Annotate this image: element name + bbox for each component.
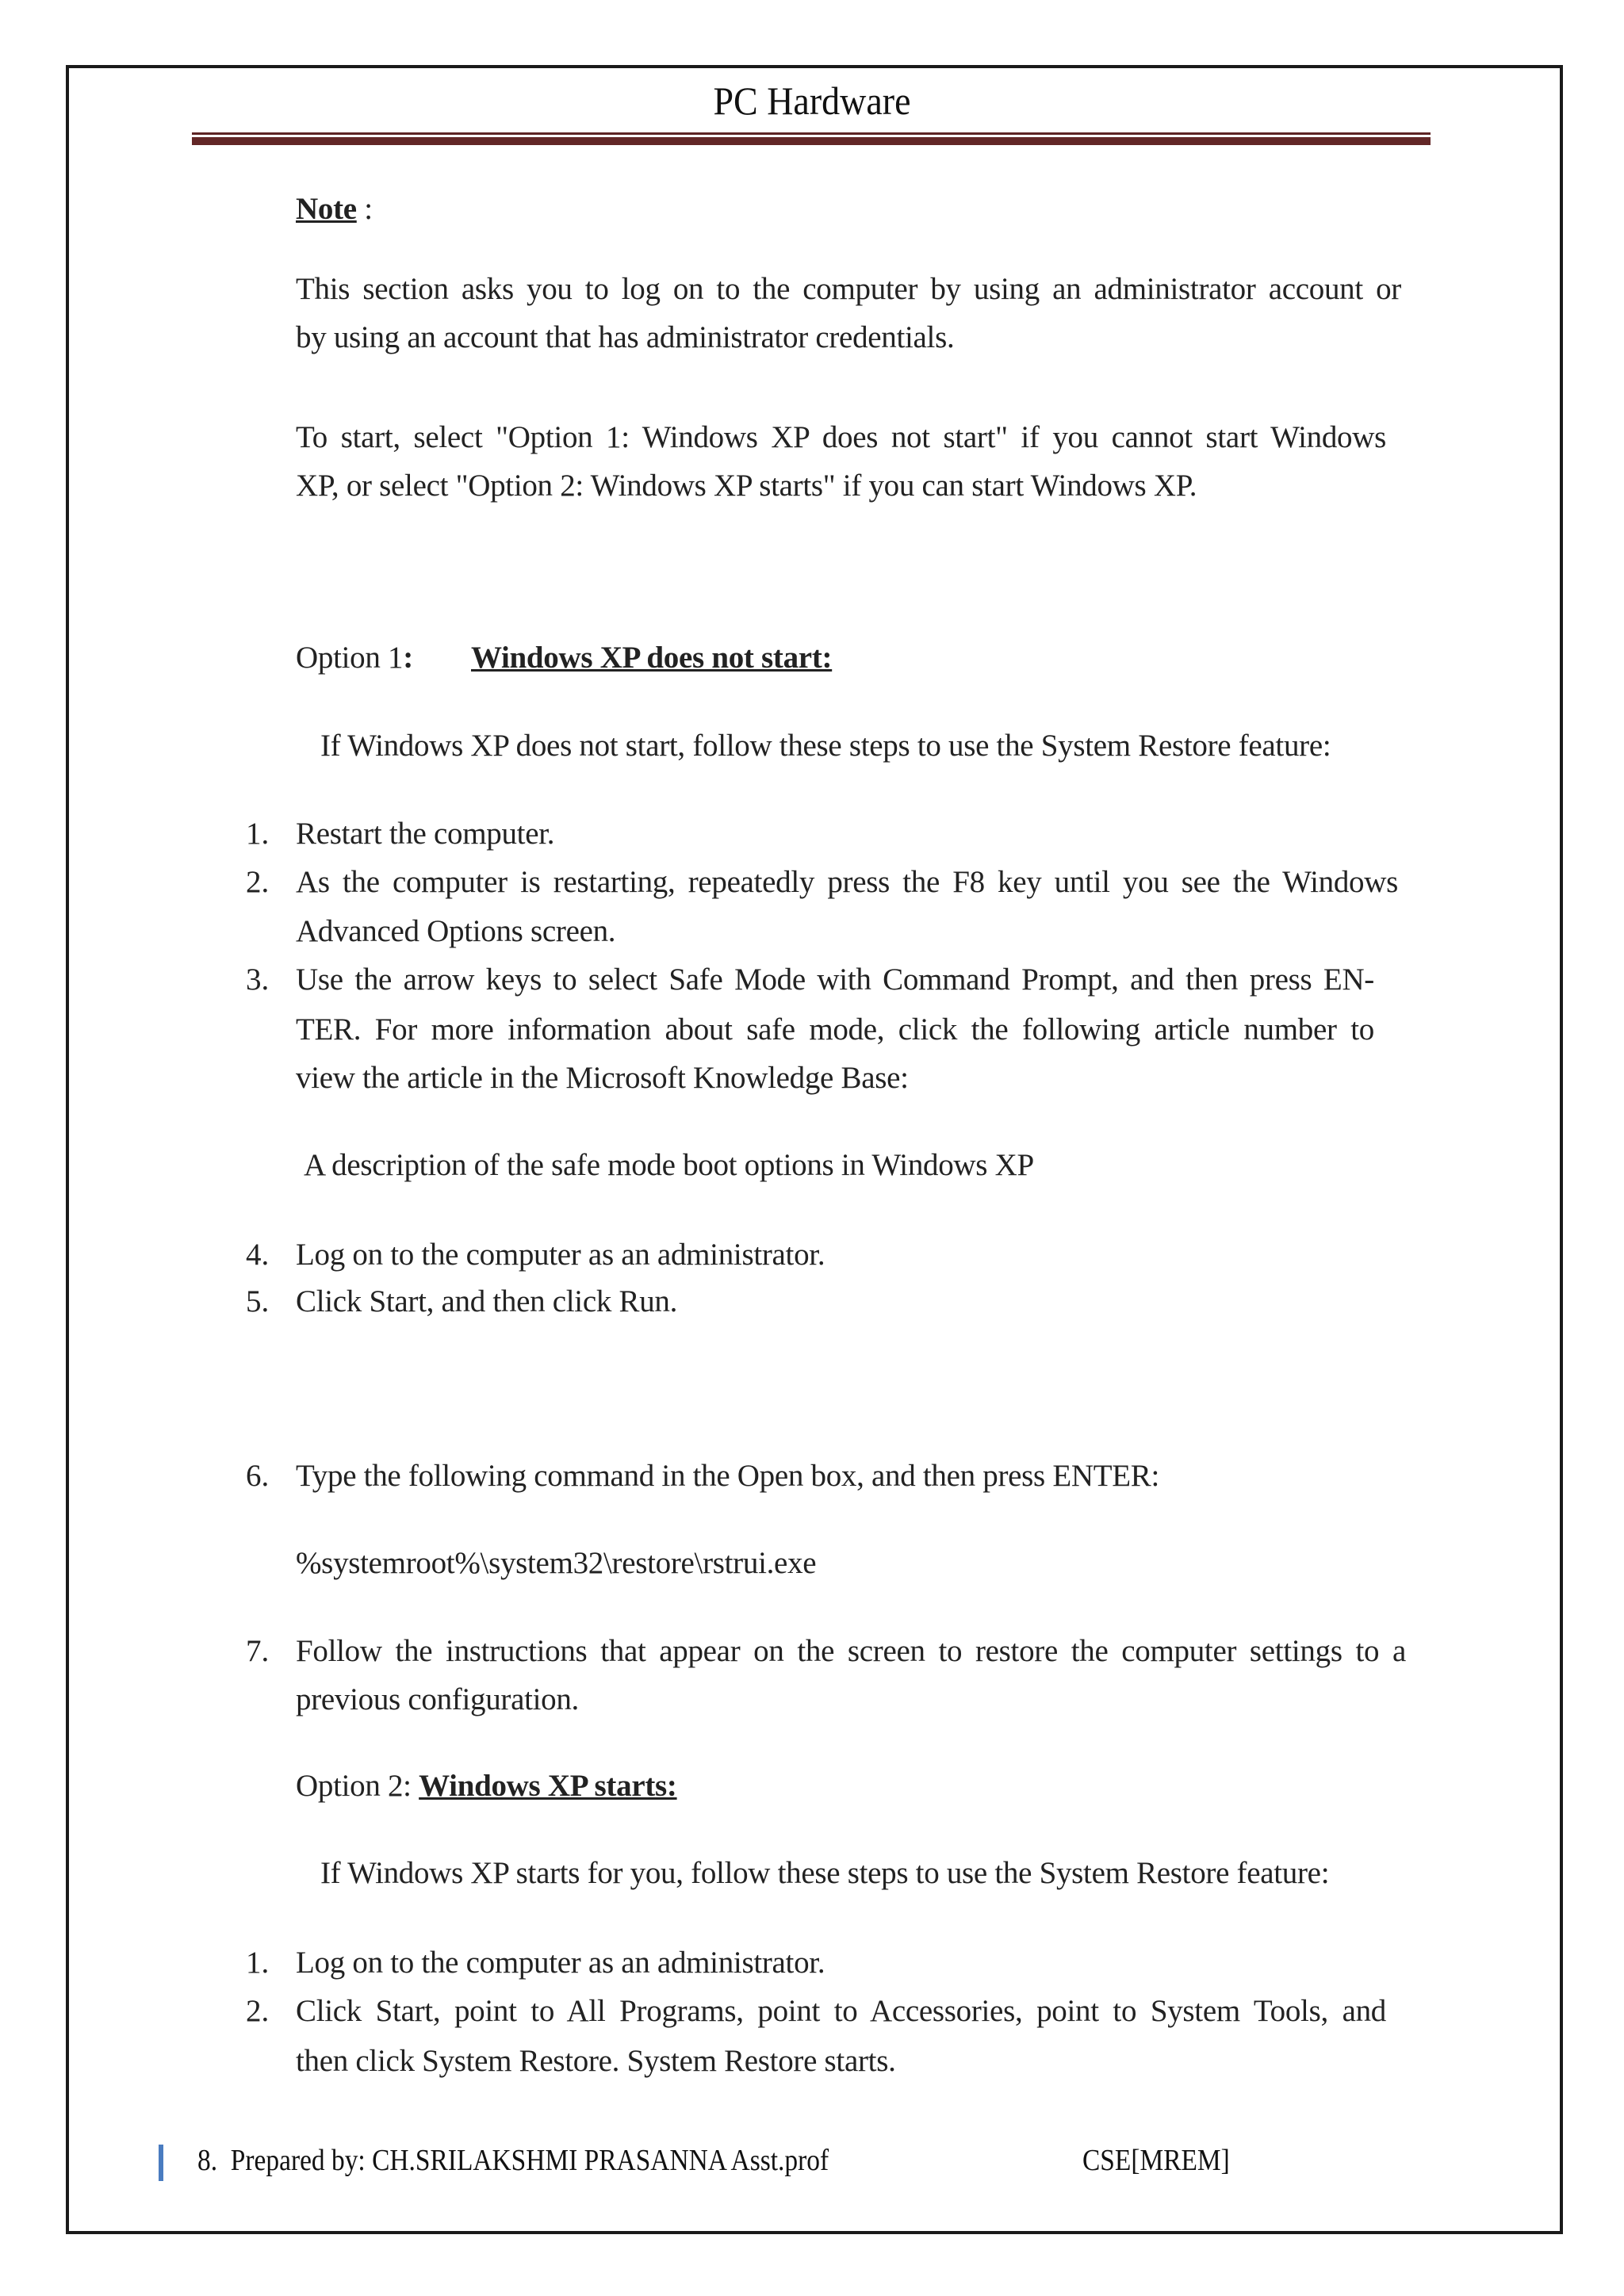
start-line: To start, select "Option 1: Windows XP does not start" if you cannot start Windows [296,420,1386,454]
option1-colon: : [403,641,413,675]
step-text: view the article in the Microsoft Knowledge Base: [296,1061,909,1095]
option2-heading: Windows XP starts: [419,1769,677,1803]
option2-label-text: Option 2: [296,1769,419,1803]
step-text: Follow the instructions that appear on the screen to restore the computer settings to a [296,1634,1406,1668]
kb-article-link[interactable]: A description of the safe mode boot options in Windows XP [304,1148,1034,1182]
step-text: Use the arrow keys to select Safe Mode with Command Prompt, and then press EN- [296,962,1374,997]
option1-label-text: Option 1 [296,641,404,675]
step-number: 1. [246,1946,270,1980]
note-label: Note [296,192,357,226]
step-number: 6. [246,1459,270,1493]
step-text: TER. For more information about safe mode, click the following article number to [296,1012,1374,1047]
step-text: Log on to the computer as an administrator. [296,1946,825,1980]
step-number: 7. [246,1634,270,1668]
option2-intro: If Windows XP starts for you, follow these steps to use the System Restore feature: [320,1856,1330,1890]
note-line: by using an account that has administrator credentials. [296,320,955,354]
note-colon: : [356,192,373,226]
option2-label [296,1766,677,1806]
step-text: Type the following command in the Open box, and then press ENTER: [296,1459,1160,1493]
step-text: previous configuration. [296,1682,580,1716]
step-number: 1. [246,817,270,851]
note-line: This section asks you to log on to the computer by using an administrator account or [296,272,1401,306]
header-rule-thin [192,132,1431,135]
footer-accent-bar [159,2145,163,2181]
step-text: Restart the computer. [296,817,555,851]
step-number: 3. [246,962,270,997]
note-heading [296,189,373,229]
step-text: As the computer is restarting, repeatedly press the F8 key until you see the Windows [296,865,1398,899]
option1-label [296,638,413,678]
page-header-title: PC Hardware [713,78,911,123]
footer-author: Prepared by: CH.SRILAKSHMI PRASANNA Asst.prof [230,2144,829,2177]
restore-command: %systemroot%\system32\restore\rstrui.exe [296,1546,817,1580]
step-text: Click Start, point to All Programs, point to Accessories, point to System Tools, and [296,1994,1386,2028]
step-number: 5. [246,1284,270,1318]
step-text: Click Start, and then click Run. [296,1284,678,1318]
footer-dept: CSE[MREM] [1082,2144,1230,2177]
option1-intro: If Windows XP does not start, follow these steps to use the System Restore feature: [320,729,1331,763]
start-line: XP, or select "Option 2: Windows XP starts" if you can start Windows XP. [296,469,1197,503]
step-number: 2. [246,1994,270,2028]
step-number: 4. [246,1238,270,1272]
step-text: Advanced Options screen. [296,914,616,948]
footer-left [197,2141,829,2180]
step-number: 2. [246,865,270,899]
step-text: then click System Restore. System Restore starts. [296,2044,896,2078]
page-number: 8. [197,2144,218,2177]
option1-heading: Windows XP does not start: [471,641,833,675]
step-text: Log on to the computer as an administrator. [296,1238,825,1272]
header-rule-thick [192,137,1431,145]
